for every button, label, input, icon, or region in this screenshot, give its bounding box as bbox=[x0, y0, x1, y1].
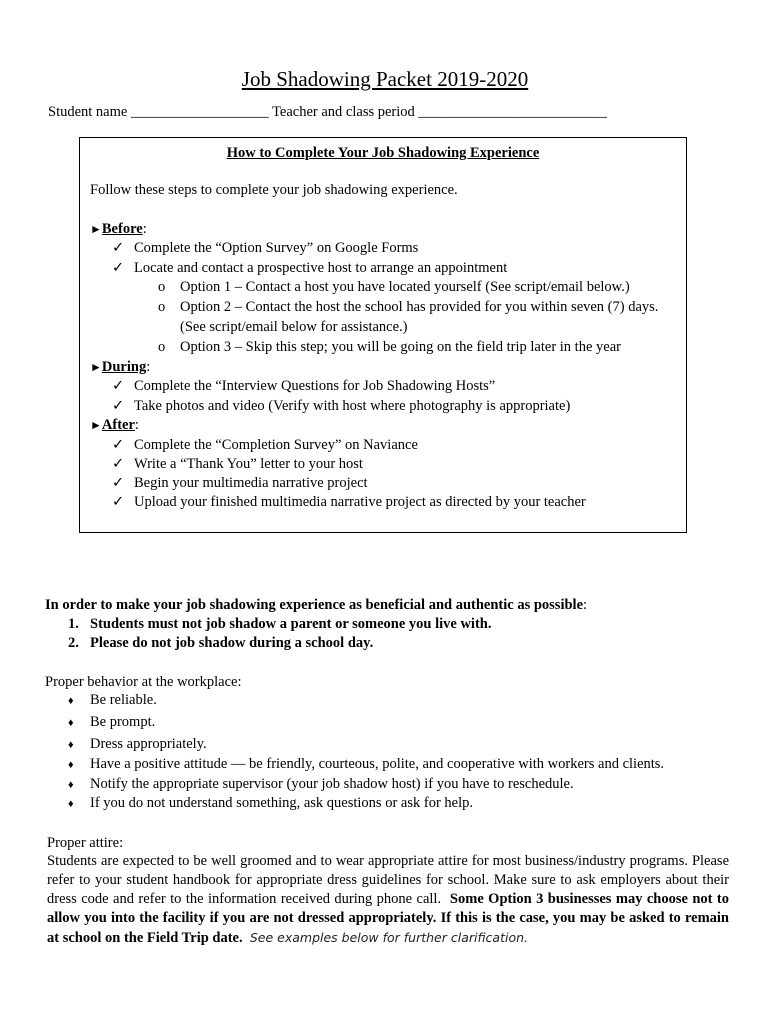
behavior-item: ♦ Be reliable. bbox=[68, 691, 157, 711]
checkmark-icon: ✓ bbox=[112, 494, 125, 510]
diamond-bullet-icon: ♦ bbox=[68, 695, 74, 707]
rule-item: 1. Students must not job shadow a parent or someone you live with. bbox=[68, 616, 492, 632]
option-bullet-icon: o bbox=[158, 279, 166, 295]
attire-warning: Some Option 3 businesses may choose not to allow you into the facility if you are not dressed appropriately. If this is the case, you may be asked to remain at school on the Field Trip date. bbox=[47, 891, 729, 946]
option-item: o Option 1 – Contact a host you have located yourself (See script/email below.) bbox=[158, 279, 630, 295]
option-bullet-icon: o bbox=[158, 339, 166, 355]
behavior-heading: Proper behavior at the workplace: bbox=[45, 674, 242, 690]
checkmark-icon: ✓ bbox=[112, 437, 125, 453]
checklist-item: ✓ Locate and contact a prospective host to arrange an appointment bbox=[112, 260, 508, 276]
behavior-item: ♦ Be prompt. bbox=[68, 713, 155, 733]
phase-after-label: After bbox=[101, 417, 135, 433]
diamond-bullet-icon: ♦ bbox=[68, 739, 74, 751]
checkmark-icon: ✓ bbox=[112, 475, 125, 491]
rules-heading: In order to make your job shadowing experience as beneficial and authentic as possible: bbox=[45, 597, 588, 613]
page-title: Job Shadowing Packet 2019-2020 bbox=[241, 67, 529, 91]
checkmark-icon: ✓ bbox=[112, 456, 125, 472]
phase-before-label: Before bbox=[101, 221, 143, 237]
option-item: o Option 2 – Contact the host the school has provided for you within seven (7) days. bbox=[158, 299, 659, 315]
checklist-item: ✓ Complete the “Interview Questions for Job Shadowing Hosts” bbox=[112, 378, 496, 394]
arrow-icon: ► bbox=[90, 360, 102, 374]
instructions-box bbox=[79, 137, 687, 533]
instructions-heading: How to Complete Your Job Shadowing Experience bbox=[226, 145, 540, 161]
phase-during: ►During: bbox=[90, 359, 151, 375]
behavior-item: ♦ If you do not understand something, ask questions or ask for help. bbox=[68, 794, 473, 814]
checkmark-icon: ✓ bbox=[112, 378, 125, 394]
option-bullet-icon: o bbox=[158, 299, 166, 315]
phase-before: ►Before: bbox=[90, 221, 147, 237]
checklist-item: ✓ Take photos and video (Verify with host where photography is appropriate) bbox=[112, 398, 571, 414]
checklist-item: ✓ Complete the “Option Survey” on Google Forms bbox=[112, 240, 419, 256]
arrow-icon: ► bbox=[90, 222, 102, 236]
checkmark-icon: ✓ bbox=[112, 260, 125, 276]
checklist-item: ✓ Upload your finished multimedia narrative project as directed by your teacher bbox=[112, 494, 586, 510]
attire-paragraph: Students are expected to be well groomed and to wear appropriate attire for most business/industry programs. Please refer to your student handbook for appropriate dress guidelines for school. Make sure to ask employers about their dress code and refer to the information received during phone call. Some Option 3 businesses may choose not to allow you into the facility if you are not dressed appropriately. If this is the case, you may be asked to remain at school on the Field Trip date. See examples below for further clarification. bbox=[47, 853, 729, 946]
instructions-intro: Follow these steps to complete your job shadowing experience. bbox=[90, 182, 458, 198]
attire-note: See examples below for further clarification. bbox=[249, 930, 529, 945]
diamond-bullet-icon: ♦ bbox=[68, 779, 74, 791]
behavior-item: ♦ Dress appropriately. bbox=[68, 735, 207, 755]
diamond-bullet-icon: ♦ bbox=[68, 717, 74, 729]
diamond-bullet-icon: ♦ bbox=[68, 798, 74, 810]
arrow-icon: ► bbox=[90, 418, 102, 432]
attire-heading: Proper attire: bbox=[47, 835, 124, 851]
phase-during-label: During bbox=[101, 359, 147, 375]
diamond-bullet-icon: ♦ bbox=[68, 759, 74, 771]
behavior-item: ♦ Notify the appropriate supervisor (your job shadow host) if you have to reschedule. bbox=[68, 775, 574, 795]
checkmark-icon: ✓ bbox=[112, 240, 125, 256]
student-teacher-line: Student name ___________________ Teacher and class period __________________________ bbox=[48, 104, 607, 120]
checklist-item: ✓ Write a “Thank You” letter to your host bbox=[112, 456, 363, 472]
phase-after: ►After: bbox=[90, 417, 139, 433]
checklist-item: ✓ Complete the “Completion Survey” on Naviance bbox=[112, 437, 418, 453]
checklist-item: ✓ Begin your multimedia narrative project bbox=[112, 475, 368, 491]
option-continuation: (See script/email below for assistance.) bbox=[180, 319, 408, 335]
rule-item: 2. Please do not job shadow during a school day. bbox=[68, 635, 374, 651]
option-item: o Option 3 – Skip this step; you will be going on the field trip later in the year bbox=[158, 339, 621, 355]
behavior-item: ♦ Have a positive attitude — be friendly, courteous, polite, and cooperative with workers and clients. bbox=[68, 755, 664, 775]
checkmark-icon: ✓ bbox=[112, 398, 125, 414]
